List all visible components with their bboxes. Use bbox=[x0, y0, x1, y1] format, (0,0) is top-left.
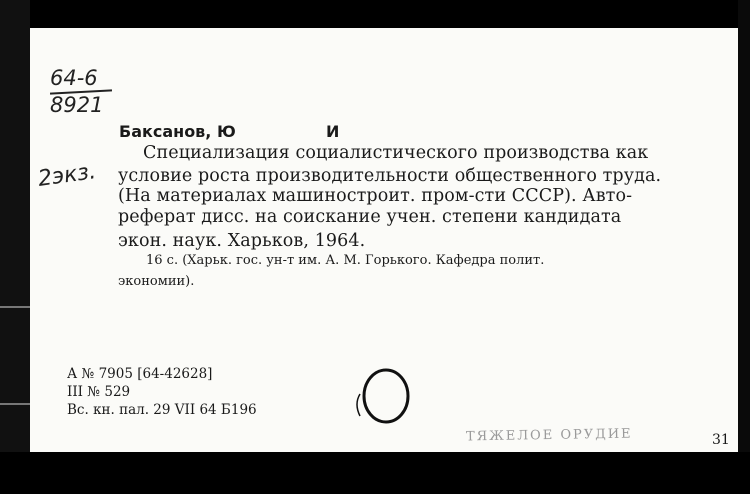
faint-stamp-text: ТЯЖЕЛОЕ ОРУДИЕ bbox=[465, 426, 633, 445]
publication-line-2: экономии). bbox=[118, 274, 195, 289]
bottom-dark-bar bbox=[0, 452, 750, 494]
stamp-ring bbox=[364, 370, 408, 422]
author-name: Баксанов, Ю bbox=[119, 122, 236, 141]
publication-line-1: 16 с. (Харьк. гос. ун-т им. А. М. Горького. Кафедра полит. bbox=[146, 253, 545, 268]
strip-tick bbox=[0, 403, 30, 405]
title-line-1: Специализация социалистического производства как bbox=[143, 143, 649, 163]
title-line-5: экон. наук. Харьков, 1964. bbox=[118, 231, 366, 251]
right-dark-strip bbox=[738, 0, 750, 452]
registry-line-1: А № 7905 [64-42628] bbox=[67, 366, 213, 382]
left-dark-strip bbox=[0, 0, 30, 452]
call-number-top: 64-6 bbox=[50, 66, 98, 90]
title-line-3: (На материалах машиностроит. пром-сти СССР). Авто- bbox=[118, 186, 633, 206]
strip-tick bbox=[0, 306, 30, 308]
handwritten-copies-note: 2экз. bbox=[36, 159, 98, 192]
stamp-bracket bbox=[357, 394, 360, 416]
registry-line-2: III № 529 bbox=[67, 384, 131, 400]
call-number-bottom: 8921 bbox=[50, 93, 104, 117]
corner-mark: 31 bbox=[712, 432, 730, 448]
title-line-2: условие роста производительности общественного труда. bbox=[118, 166, 662, 186]
title-line-4: реферат дисс. на соискание учен. степени кандидата bbox=[118, 207, 622, 227]
circle-stamp-mark bbox=[346, 360, 432, 426]
registry-line-3: Вс. кн. пал. 29 VII 64 Б196 bbox=[67, 402, 257, 418]
author-mark: И bbox=[326, 122, 340, 141]
